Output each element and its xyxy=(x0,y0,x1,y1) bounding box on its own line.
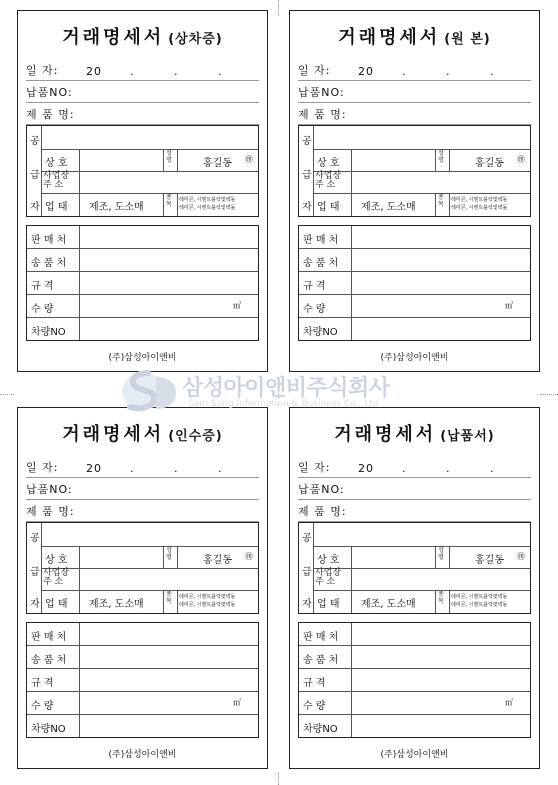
supplier-label-1: 공 xyxy=(30,533,40,544)
date-dot: . xyxy=(130,462,134,475)
form-title xyxy=(18,23,267,49)
date-line xyxy=(26,61,259,81)
delivery-number-label: 납품NO: xyxy=(26,86,73,99)
supplier-box xyxy=(26,522,259,614)
supplier-label-2: 급 xyxy=(302,170,312,181)
date-dot: . xyxy=(402,65,406,78)
shipping-label: 송 품 처 xyxy=(303,655,339,666)
form-subtitle: (상차증) xyxy=(168,32,223,47)
business-label: 업 태 xyxy=(45,599,68,610)
seller-label: 판 매 처 xyxy=(303,632,339,643)
date-dot: . xyxy=(490,65,494,78)
quantity-unit: ㎥ xyxy=(233,301,241,310)
form-title xyxy=(18,420,267,446)
date-dot: . xyxy=(218,462,222,475)
date-line xyxy=(298,61,531,81)
date-dot: . xyxy=(174,65,178,78)
seller-label: 판 매 처 xyxy=(31,235,67,246)
date-dot: . xyxy=(174,462,178,475)
product-name-label: 제 품 명: xyxy=(26,108,75,121)
delivery-number-line[interactable] xyxy=(26,480,259,500)
supplier-label-3: 자 xyxy=(30,202,40,213)
representative-name[interactable]: 홍길동 xyxy=(475,158,504,169)
product-name-label: 제 품 명: xyxy=(298,505,347,518)
delivery-number-label: 납품NO: xyxy=(298,86,345,99)
spec-label: 규 격 xyxy=(303,281,326,292)
delivery-details-box xyxy=(298,622,531,738)
shipping-label: 송 품 처 xyxy=(31,655,67,666)
seal-icon: ㊞ xyxy=(517,552,525,561)
date-label: 일 자: xyxy=(298,461,331,474)
date-dot: . xyxy=(446,462,450,475)
date-value[interactable]: 20 xyxy=(86,462,102,475)
product-name-line[interactable] xyxy=(26,105,259,125)
quantity-label: 수 량 xyxy=(303,701,326,712)
delivery-number-line[interactable] xyxy=(298,480,531,500)
item-type-label: 종목 xyxy=(166,194,172,208)
name-label: 성명 xyxy=(166,547,172,561)
footer-company: (주)삼성아이앤비 xyxy=(380,750,449,760)
spec-label: 규 격 xyxy=(303,678,326,689)
vehicle-number-label: 차량NO xyxy=(31,724,66,735)
item-type-value[interactable]: 레미콘, 시멘트블럭및벽돌 xyxy=(179,602,236,608)
date-dot: . xyxy=(130,65,134,78)
business-label: 업 태 xyxy=(317,202,340,213)
business-value[interactable]: 제조, 도소매 xyxy=(89,202,144,213)
company-label: 상 호 xyxy=(45,555,68,566)
date-label: 일 자: xyxy=(26,64,59,77)
cut-line-left xyxy=(0,394,14,395)
item-type-value[interactable]: 레미콘, 시멘트블럭및벽돌 xyxy=(451,594,508,600)
business-value[interactable]: 제조, 도소매 xyxy=(361,202,416,213)
supplier-box xyxy=(298,125,531,217)
company-label: 상 호 xyxy=(317,555,340,566)
item-type-label: 종목 xyxy=(438,591,444,605)
watermark-company-name: 삼성아이앤비주식회사 xyxy=(182,376,390,401)
name-label: 성명 xyxy=(438,547,444,561)
cut-line-top xyxy=(278,0,279,16)
seller-label: 판 매 처 xyxy=(303,235,339,246)
date-line xyxy=(298,458,531,478)
quantity-label: 수 량 xyxy=(31,304,54,315)
item-type-label: 종목 xyxy=(438,194,444,208)
form-title xyxy=(290,23,539,49)
supplier-label-1: 공 xyxy=(302,533,312,544)
address-label: 사업장 주 소 xyxy=(43,568,70,587)
name-label: 성명 xyxy=(166,150,172,164)
supplier-label-3: 자 xyxy=(30,599,40,610)
seller-label: 판 매 처 xyxy=(31,632,67,643)
seal-icon: ㊞ xyxy=(245,155,253,164)
invoice-form xyxy=(289,407,540,769)
invoice-form xyxy=(17,407,268,769)
quantity-label: 수 량 xyxy=(31,701,54,712)
delivery-number-label: 납품NO: xyxy=(26,483,73,496)
date-dot: . xyxy=(402,462,406,475)
form-title xyxy=(290,420,539,446)
supplier-label-3: 자 xyxy=(302,599,312,610)
product-name-line[interactable] xyxy=(298,502,531,522)
invoice-form xyxy=(289,10,540,372)
business-value[interactable]: 제조, 도소매 xyxy=(361,599,416,610)
item-type-value[interactable]: 레미콘, 시멘트블럭및벽돌 xyxy=(179,594,236,600)
delivery-number-line[interactable] xyxy=(26,83,259,103)
date-dot: . xyxy=(218,65,222,78)
company-logo-icon xyxy=(118,365,180,417)
supplier-label-1: 공 xyxy=(30,136,40,147)
item-type-value[interactable]: 레미콘, 시멘트블럭및벽돌 xyxy=(179,205,236,211)
business-label: 업 태 xyxy=(45,202,68,213)
supplier-label-2: 급 xyxy=(302,567,312,578)
vehicle-number-label: 차량NO xyxy=(31,327,66,338)
watermark-company-english: Sam Sung Information & Business Co., Ltd xyxy=(188,399,379,409)
seal-icon: ㊞ xyxy=(517,155,525,164)
supplier-label-1: 공 xyxy=(302,136,312,147)
cut-line-right xyxy=(540,394,558,395)
delivery-number-label: 납품NO: xyxy=(298,483,345,496)
product-name-line[interactable] xyxy=(26,502,259,522)
representative-name[interactable]: 홍길동 xyxy=(203,555,232,566)
date-line xyxy=(26,458,259,478)
vehicle-number-label: 차량NO xyxy=(303,724,338,735)
item-type-value[interactable]: 레미콘, 시멘트블럭및벽돌 xyxy=(179,197,236,203)
supplier-label-2: 급 xyxy=(30,170,40,181)
quantity-unit: ㎥ xyxy=(233,698,241,707)
business-label: 업 태 xyxy=(317,599,340,610)
quantity-unit: ㎥ xyxy=(505,301,513,310)
form-title-text: 거래명세서 xyxy=(338,27,441,48)
date-value[interactable]: 20 xyxy=(86,65,102,78)
date-label: 일 자: xyxy=(26,461,59,474)
representative-name[interactable]: 홍길동 xyxy=(475,555,504,566)
date-label: 일 자: xyxy=(298,64,331,77)
name-label: 성명 xyxy=(438,150,444,164)
form-title-text: 거래명세서 xyxy=(334,424,437,445)
quantity-unit: ㎥ xyxy=(505,698,513,707)
item-type-label: 종목 xyxy=(166,591,172,605)
supplier-box xyxy=(298,522,531,614)
quantity-label: 수 량 xyxy=(303,304,326,315)
representative-name[interactable]: 홍길동 xyxy=(203,158,232,169)
delivery-details-box xyxy=(26,622,259,738)
supplier-label-3: 자 xyxy=(302,202,312,213)
supplier-box xyxy=(26,125,259,217)
address-label: 사업장 주 소 xyxy=(43,171,70,190)
product-name-label: 제 품 명: xyxy=(26,505,75,518)
spec-label: 규 격 xyxy=(31,281,54,292)
shipping-label: 송 품 처 xyxy=(31,258,67,269)
footer-company: (주)삼성아이앤비 xyxy=(108,353,177,363)
address-label: 사업장 주 소 xyxy=(315,568,342,587)
seal-icon: ㊞ xyxy=(245,552,253,561)
form-subtitle: (원 본) xyxy=(444,32,491,47)
company-watermark xyxy=(118,365,448,417)
business-value[interactable]: 제조, 도소매 xyxy=(89,599,144,610)
date-value[interactable]: 20 xyxy=(358,462,374,475)
form-subtitle: (인수증) xyxy=(168,429,223,444)
vehicle-number-label: 차량NO xyxy=(303,327,338,338)
item-type-value[interactable]: 레미콘, 시멘트블럭및벽돌 xyxy=(451,205,508,211)
product-name-line[interactable] xyxy=(298,105,531,125)
shipping-label: 송 품 처 xyxy=(303,258,339,269)
form-title-text: 거래명세서 xyxy=(62,27,165,48)
footer-company: (주)삼성아이앤비 xyxy=(108,750,177,760)
company-label: 상 호 xyxy=(317,158,340,169)
address-label: 사업장 주 소 xyxy=(315,171,342,190)
date-dot: . xyxy=(446,65,450,78)
company-label: 상 호 xyxy=(45,158,68,169)
date-dot: . xyxy=(490,462,494,475)
delivery-details-box xyxy=(298,225,531,341)
item-type-value[interactable]: 레미콘, 시멘트블럭및벽돌 xyxy=(451,602,508,608)
item-type-value[interactable]: 레미콘, 시멘트블럭및벽돌 xyxy=(451,197,508,203)
cut-line-bottom xyxy=(278,772,279,785)
form-subtitle: (납품서) xyxy=(440,429,495,444)
footer-company: (주)삼성아이앤비 xyxy=(380,353,449,363)
invoice-form xyxy=(17,10,268,372)
product-name-label: 제 품 명: xyxy=(298,108,347,121)
date-value[interactable]: 20 xyxy=(358,65,374,78)
supplier-label-2: 급 xyxy=(30,567,40,578)
form-title-text: 거래명세서 xyxy=(62,424,165,445)
delivery-details-box xyxy=(26,225,259,341)
delivery-number-line[interactable] xyxy=(298,83,531,103)
spec-label: 규 격 xyxy=(31,678,54,689)
